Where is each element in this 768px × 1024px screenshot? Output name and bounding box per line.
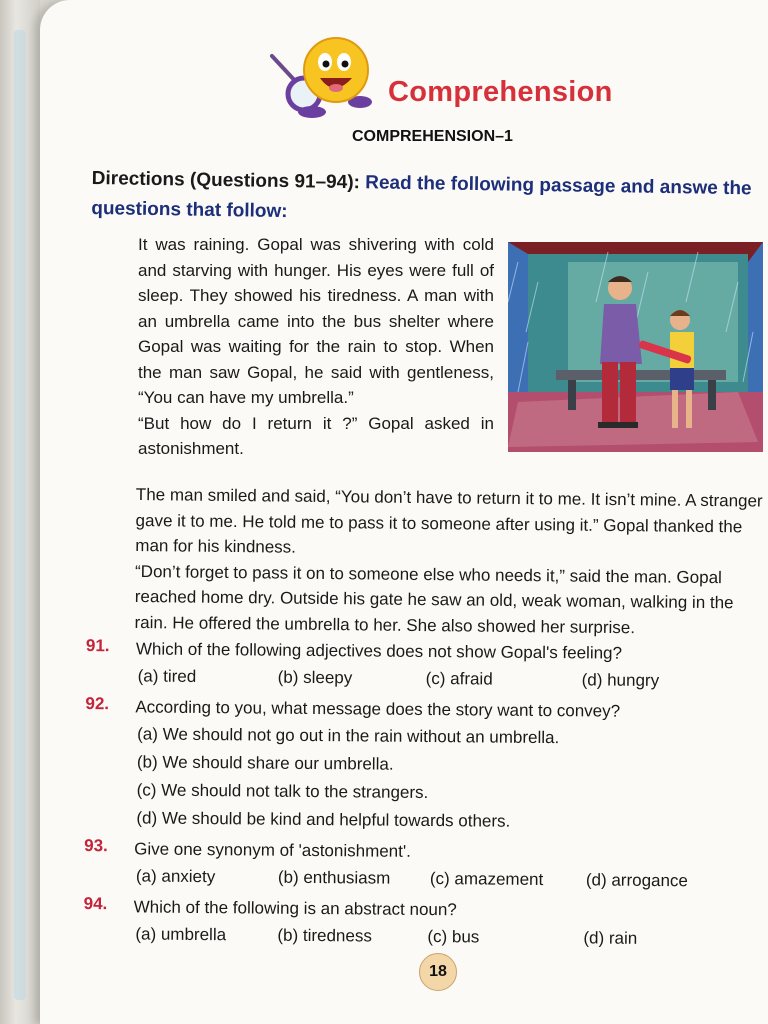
passage-paragraph: It was raining. Gopal was shivering with cold and starving with hunger. His eyes were full of sleep. They showed his tiredness. A man with an umbrella came into the bus shelter where Gopal was waiting for the rain to stop. When the man saw Gopal, he said with gentleness, “You can have my umbrella.” — [138, 235, 494, 407]
directions-text: Read the following passage and answe the questions that follow: — [91, 172, 752, 223]
page-title: Comprehension — [388, 76, 613, 108]
question-text: Which of the following is an abstract noun? — [133, 897, 457, 920]
option-c: (c) bus — [427, 926, 480, 947]
section-subtitle: COMPREHENSION–1 — [352, 128, 513, 145]
passage-paragraph: “Don’t forget to pass it on to someone else who needs it,” said the man. Gopal reached home dry. Outside his gate he saw an old, weak woman, walking in the rain. He offered the umbrella to her. She also showed her surprise. — [134, 561, 734, 637]
rain-umbrella-illustration — [508, 242, 763, 452]
question-number: 94. — [83, 893, 108, 914]
page-number-badge: 18 — [419, 953, 457, 991]
question-text: Give one synonym of 'astonishment'. — [134, 839, 411, 861]
question-93 — [84, 836, 744, 896]
option-c: (c) We should not talk to the strangers. — [136, 780, 429, 802]
option-c: (c) afraid — [425, 668, 493, 689]
option-d: (d) rain — [583, 928, 638, 948]
question-92 — [84, 694, 745, 838]
question-options — [138, 662, 746, 695]
option-a: (a) We should not go out in the rain without an umbrella. — [137, 724, 560, 748]
option-b: (b) sleepy — [277, 667, 353, 688]
question-number: 91. — [85, 636, 110, 656]
option-a: (a) tired — [137, 666, 197, 686]
question-number: 92. — [85, 693, 110, 714]
binding-strip — [14, 30, 26, 1000]
passage-top — [138, 232, 494, 462]
option-d: (d) hungry — [581, 670, 660, 691]
option-a: (a) anxiety — [135, 866, 216, 887]
passage-bottom — [134, 482, 766, 642]
option-c: (c) amazement — [429, 869, 544, 889]
directions-label: Directions (Questions 91–94): — [91, 167, 361, 194]
option-d: (d) We should be kind and helpful towards others. — [136, 808, 511, 831]
directions — [91, 164, 768, 235]
question-94 — [83, 894, 743, 954]
book-binding — [0, 0, 40, 1024]
option-d: (d) arrogance — [585, 870, 689, 891]
question-text: According to you, what message does the story want to convey? — [135, 697, 621, 721]
passage-paragraph: “But how do I return it ?” Gopal asked in astonishment. — [138, 413, 494, 458]
question-text: Which of the following adjectives does not show Gopal's feeling? — [135, 639, 623, 663]
option-b: (b) enthusiasm — [277, 867, 391, 888]
question-number: 93. — [84, 835, 108, 856]
option-a: (a) umbrella — [135, 924, 227, 945]
questions-list — [83, 636, 746, 958]
question-options — [136, 720, 745, 837]
passage-paragraph: The man smiled and said, “You don’t have to return it to me. It isn’t mine. A stranger gave it to me. He told me to pass it to someone after using it.” Gopal thanked the man for his kindness. — [135, 484, 763, 557]
option-b: (b) We should share our umbrella. — [136, 752, 394, 774]
question-options — [136, 862, 744, 895]
option-b: (b) tiredness — [277, 925, 372, 946]
question-options — [135, 920, 743, 953]
smiley-mascot-icon — [268, 32, 380, 122]
question-91 — [86, 636, 746, 696]
